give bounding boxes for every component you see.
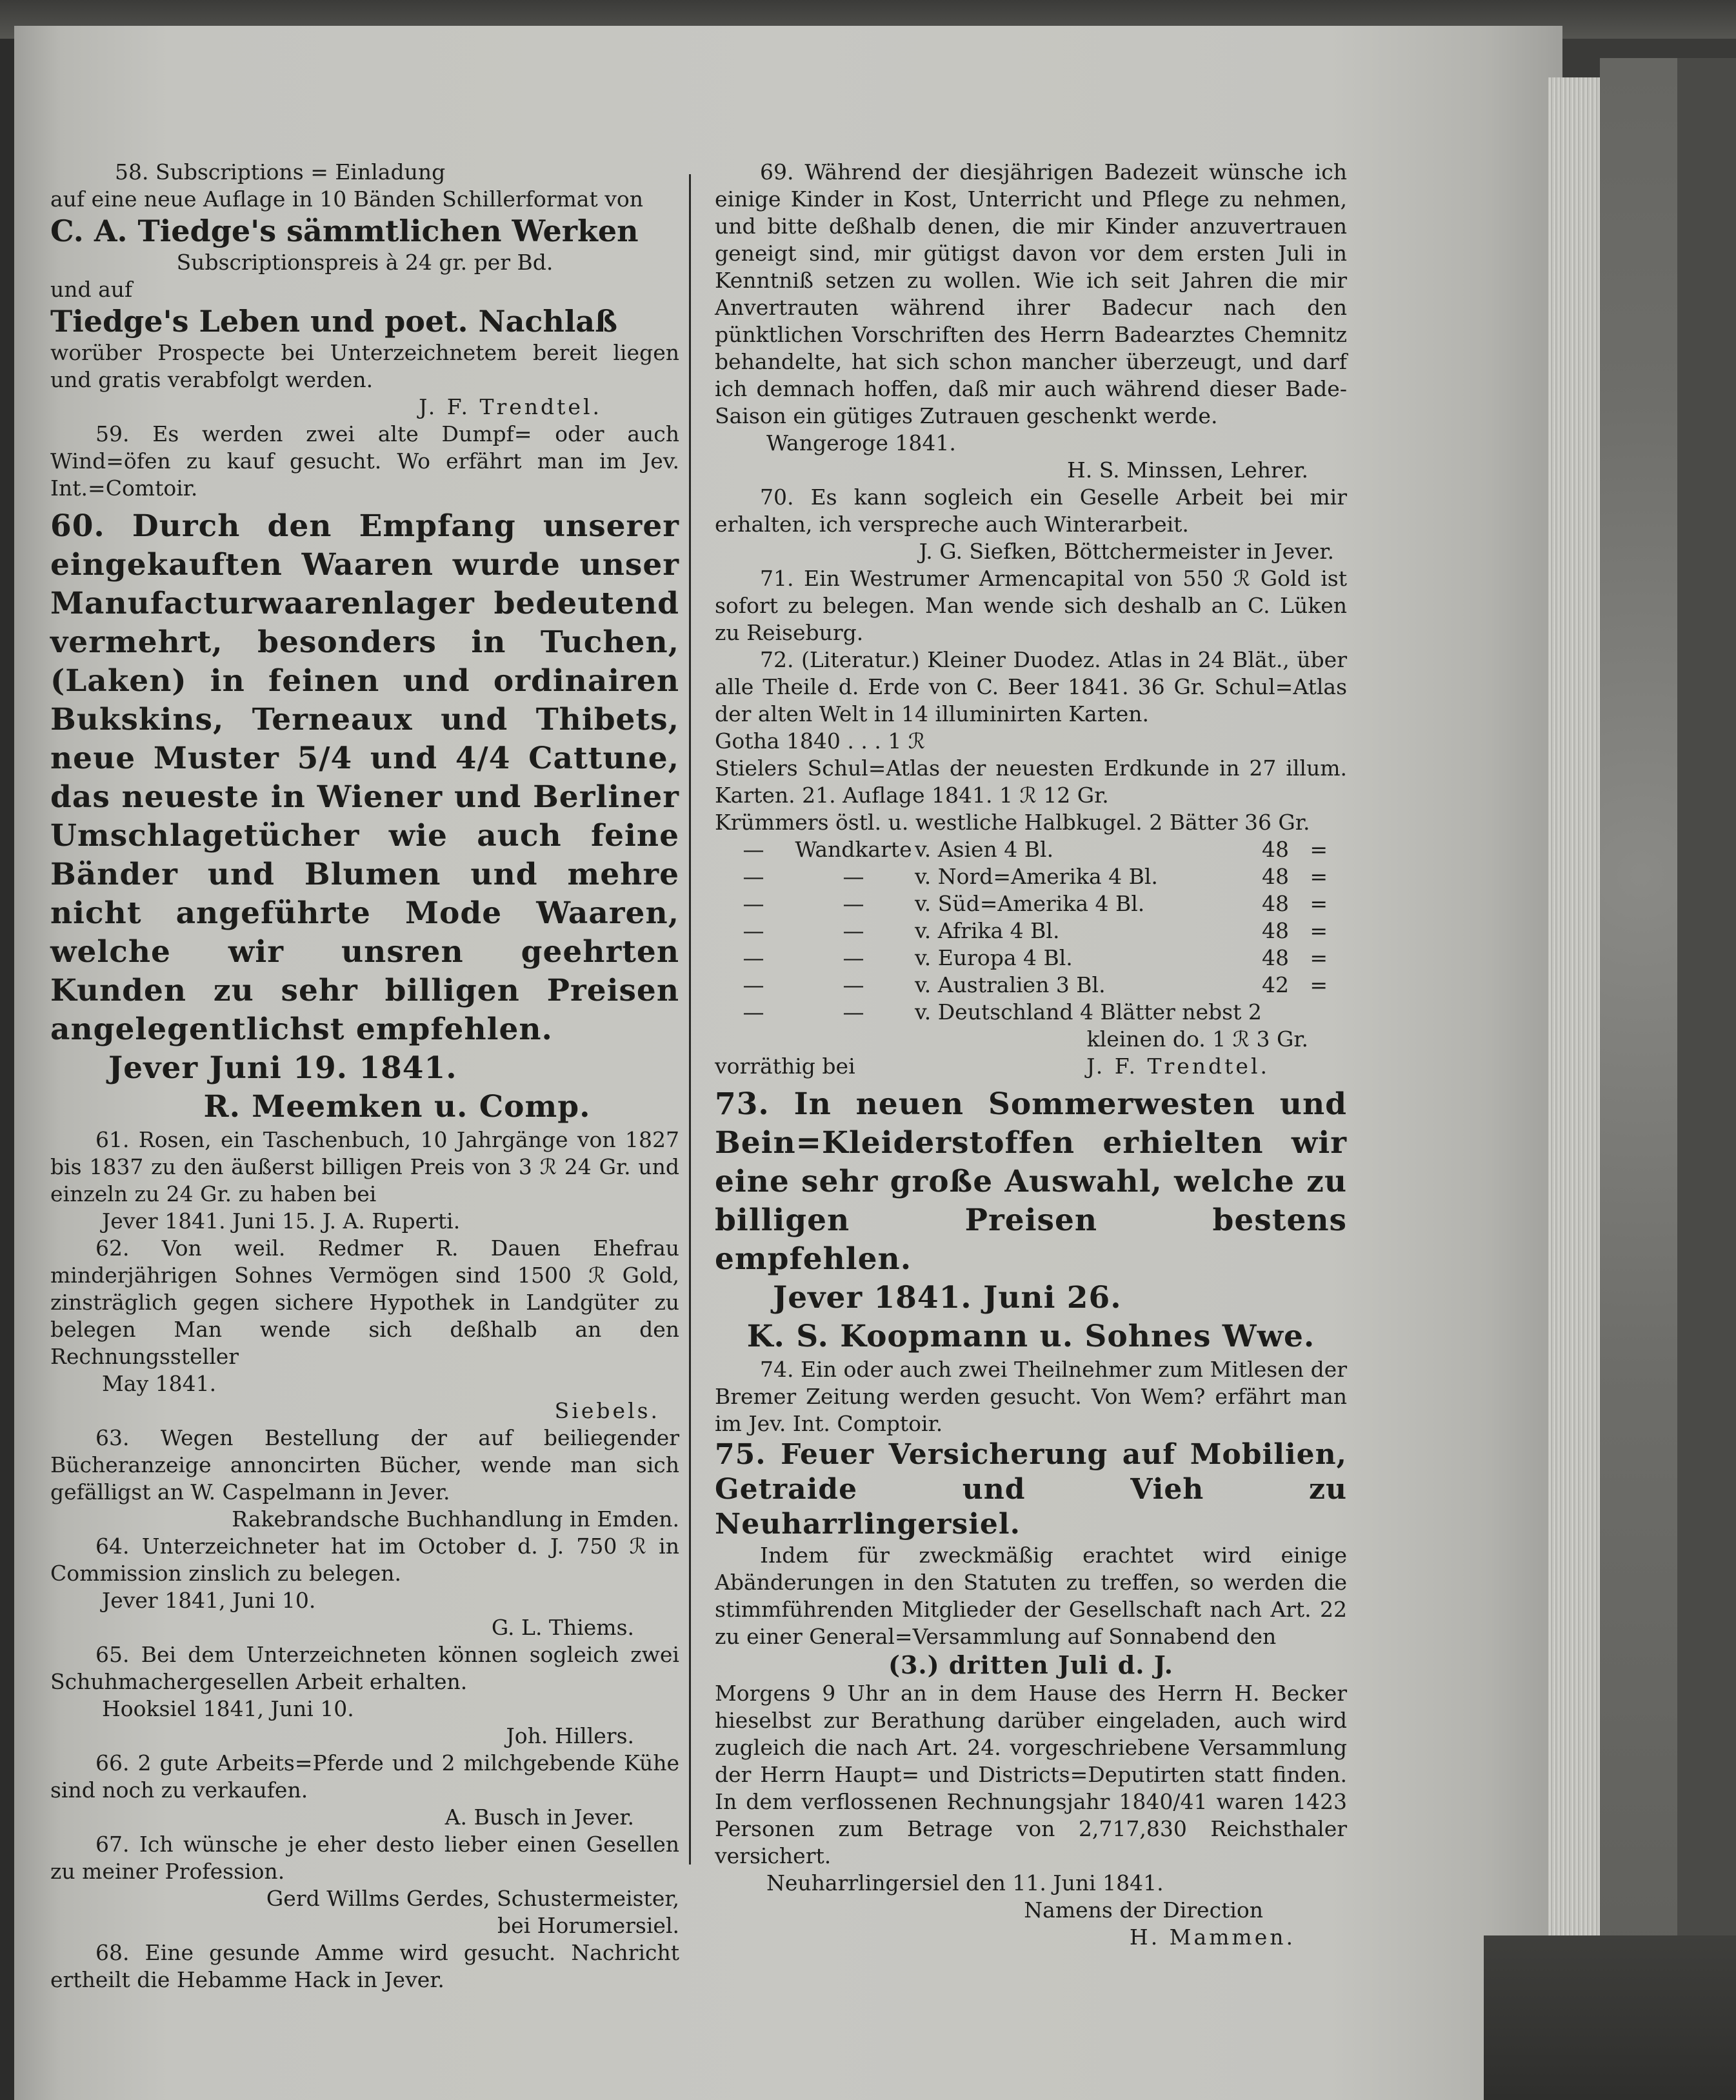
atlas-price: 48 (1262, 837, 1289, 862)
notice-66-text: 66. 2 gute Arbeits=Pferde und 2 milchgebende Kühe sind noch zu verkaufen. (50, 1750, 679, 1803)
atlas-unit: = (1310, 891, 1328, 916)
notice-62-text: 62. Von weil. Redmer R. Dauen Ehefrau minderjährigen Sohnes Vermögen sind 1500 ℛ Gold, zinsträglich gegen sichere Hypothek in Landgüter zu belegen Man wende sich deßhalb an den Rechnungssteller (50, 1235, 679, 1369)
atlas-unit (1289, 999, 1328, 1026)
notice-73-text: 73. In neuen Sommerwesten und Bein=Kleiderstoffen erhielten wir eine sehr große Auswahl, welche zu billigen Preisen bestens empfehlen. (715, 1086, 1347, 1277)
atlas-row (715, 999, 1347, 1026)
atlas-price: 42 (1262, 972, 1289, 997)
atlas-label: v. Europa 4 Bl. (915, 945, 1073, 970)
atlas-unit: = (1310, 972, 1328, 997)
atlas-row (715, 945, 1347, 972)
notice-59-text: 59. Es werden zwei alte Dumpf= oder auch Wind=öfen zu kauf gesucht. Wo erfährt man im Jev. Int.=Comtoir. (50, 421, 679, 501)
notice-58-line: auf eine neue Auflage in 10 Bänden Schillerformat von (50, 186, 643, 212)
notice-71-text: 71. Ein Westrumer Armencapital von 550 ℛ Gold ist sofort zu belegen. Man wende sich deshalb an C. Lüken zu Reiseburg. (715, 566, 1347, 645)
atlas-row (715, 972, 1347, 999)
atlas-price: 48 (1262, 945, 1289, 970)
notice-65-text: 65. Bei dem Unterzeichneten können sogleich zwei Schuhmachergesellen Arbeit erhalten. (50, 1642, 679, 1694)
notice-75-text2: Morgens 9 Uhr an in dem Hause des Herrn H. Becker hieselbst zur Berathung darüber eingeladen, auch wird zugleich die nach Art. 24. vorgeschriebene Versammlung der Herrn Haupt= und Districts=Deputirten statt finden. In dem verflossenen Rechnungsjahr 1840/41 waren 1423 Personen zum Betrage von 2,717,830 Reichsthaler versichert. (715, 1681, 1347, 1868)
atlas-unit: = (1310, 864, 1328, 889)
notice-64-text: 64. Unterzeichneter hat im October d. J. 750 ℛ in Commission zinslich zu belegen. (50, 1534, 679, 1586)
column-divider (689, 174, 691, 1865)
notice-67-signature: Gerd Willms Gerdes, Schustermeister, (266, 1886, 679, 1911)
atlas-ditto-2: — (843, 999, 864, 1025)
notice-75-text1: Indem für zweckmäßig erachtet wird einige Abänderungen in den Statuten zu treffen, so werden die stimmführenden Mitglieder der Gesellschaft nach Art. 22 zu einer General=Versammlung auf Sonnabend den (715, 1543, 1347, 1649)
left-column (50, 159, 679, 1994)
notice-72-stieler: Stielers Schul=Atlas der neuesten Erdkunde in 27 illum. Karten. 21. Auflage 1841. 1 ℛ 12 Gr. (715, 755, 1347, 808)
notice-73-signature: K. S. Koopmann u. Sohnes Wwe. (746, 1319, 1315, 1354)
atlas-ditto-2: — (843, 864, 864, 889)
notice-60-text: 60. Durch den Empfang unserer eingekauften Waaren wurde unser Manufacturwaarenlager bedeutend vermehrt, besonders in Tuchen, (Laken) in feinen und ordinairen Bukskins, Terneaux und Thibets, neue Muster 5/4 und 4/4 Cattune, das neueste in Wiener und Berliner Umschlagetücher wie auch feine Bänder und Blumen und mehre nicht angeführte Mode Waaren, welche wir unsren geehrten Kunden zu sehr billigen Preisen angelegentlichst empfehlen. (50, 508, 679, 1047)
notice-63-text: 63. Wegen Bestellung der auf beiliegender Bücheranzeige annoncirten Bücher, wende man sich gefälligst an W. Caspelmann in Jever. (50, 1425, 679, 1505)
notice-67-text: 67. Ich wünsche je eher desto lieber einen Gesellen zu meiner Profession. (50, 1832, 679, 1884)
notice-61-text: 61. Rosen, ein Taschenbuch, 10 Jahrgänge von 1827 bis 1837 zu den äußerst billigen Preis von 3 ℛ 24 Gr. und einzeln zu 24 Gr. zu haben bei (50, 1127, 679, 1206)
notice-65-signature: Joh. Hillers. (506, 1723, 634, 1748)
notice-72-gotha: Gotha 1840 . . . 1 ℛ (715, 728, 926, 754)
atlas-unit: = (1310, 918, 1328, 943)
atlas-price: 48 (1262, 891, 1289, 916)
atlas-label: v. Deutschland 4 Blätter nebst 2 (915, 999, 1262, 1025)
atlas-ditto-2: Wandkarte (795, 837, 912, 862)
notice-58-price: Subscriptionspreis à 24 gr. per Bd. (176, 250, 554, 275)
notice-63-signature: Rakebrandsche Buchhandlung in Emden. (232, 1506, 679, 1532)
notice-69-date: Wangeroge 1841. (766, 430, 956, 455)
notice-69-text: 69. Während der diesjährigen Badezeit wünsche ich einige Kinder in Kost, Unterricht und Pflege zu nehmen, und bitte deßhalb denen, die mir Kinder anzuvertrauen geneigt sind, mir gütigst davon vor dem ersten Juli in Kenntniß setzen zu wollen. Wie ich seit Jahren die mir Anvertrauten während ihrer Badecur nach den pünktlichen Vorschriften des Herrn Badearztes Chemnitz behandelte, hat sich schon mancher überzeugt, und darf ich demnach hoffen, daß mir auch während dieser Bade-Saison ein gütiges Zutrauen geschenkt werde. (715, 159, 1347, 428)
atlas-price (1218, 999, 1289, 1026)
atlas-label: v. Asien 4 Bl. (915, 837, 1054, 862)
atlas-price: 48 (1262, 864, 1289, 889)
atlas-ditto-1: — (743, 945, 764, 970)
notice-73-date: Jever 1841. Juni 26. (773, 1280, 1122, 1315)
notice-75-signature-1: Namens der Direction (1024, 1897, 1263, 1923)
atlas-ditto-2: — (843, 918, 864, 943)
notice-64-date: Jever 1841, Juni 10. (102, 1588, 316, 1613)
notice-72-sign-left: vorräthig bei (715, 1054, 855, 1079)
notice-62-signature: Siebels. (554, 1398, 660, 1423)
atlas-label: v. Afrika 4 Bl. (915, 918, 1060, 943)
notice-70-text: 70. Es kann sogleich ein Geselle Arbeit bei mir erhalten, ich verspreche auch Winterarbeit. (715, 485, 1347, 537)
notice-75-date: (3.) dritten Juli d. J. (888, 1650, 1174, 1679)
notice-69-signature: H. S. Minssen, Lehrer. (1066, 457, 1308, 483)
book-cover-edge (1677, 58, 1736, 2100)
notice-72-signature: J. F. Trendtel. (1086, 1054, 1270, 1079)
notice-67-signature-place: bei Horumersiel. (497, 1913, 679, 1938)
atlas-price: 48 (1262, 918, 1289, 943)
notice-65-date: Hooksiel 1841, Juni 10. (102, 1696, 354, 1721)
atlas-label: v. Süd=Amerika 4 Bl. (915, 891, 1145, 916)
atlas-ditto-2: — (843, 891, 864, 916)
notice-72-sign-row (715, 1053, 1347, 1080)
notice-61-signature: Jever 1841. Juni 15. J. A. Ruperti. (102, 1208, 461, 1234)
notice-74-text: 74. Ein oder auch zwei Theilnehmer zum Mitlesen der Bremer Zeitung werden gesucht. Von Wem? erfährt man im Jev. Int. Comptoir. (715, 1357, 1347, 1436)
right-column (715, 159, 1347, 1951)
atlas-label: v. Australien 3 Bl. (915, 972, 1106, 997)
notice-64-signature: G. L. Thiems. (491, 1615, 634, 1640)
atlas-row (715, 917, 1347, 945)
atlas-label: v. Nord=Amerika 4 Bl. (915, 864, 1158, 889)
notice-72-text: 72. (Literatur.) Kleiner Duodez. Atlas in 24 Blät., über alle Theile d. Erde von C. Beer 1841. 36 Gr. Schul=Atlas der alten Welt in 14 illuminirten Karten. (715, 647, 1347, 726)
atlas-ditto-1: — (743, 891, 764, 916)
notice-75-signature-2: H. Mammen. (1129, 1925, 1295, 1950)
atlas-row (715, 863, 1347, 890)
shadow-corner (1484, 1935, 1736, 2100)
atlas-price-list (715, 836, 1347, 1026)
notice-58-heading: 58. Subscriptions = Einladung (115, 159, 446, 185)
notice-62-date: May 1841. (102, 1371, 217, 1396)
notice-58-title: C. A. Tiedge's sämmtlichen Werken (50, 214, 639, 248)
notice-72-kleinen: kleinen do. 1 ℛ 3 Gr. (1086, 1026, 1308, 1052)
atlas-row (715, 890, 1347, 917)
page-edges (1548, 77, 1606, 1942)
atlas-ditto-1: — (743, 837, 764, 862)
atlas-row (715, 836, 1347, 863)
atlas-ditto-1: — (743, 918, 764, 943)
notice-72-kruemmer: Krümmers östl. u. westliche Halbkugel. 2 Bätter 36 Gr. (715, 810, 1310, 835)
atlas-unit: = (1310, 837, 1328, 862)
atlas-ditto-1: — (743, 972, 764, 997)
notice-60-signature: R. Meemken u. Comp. (203, 1089, 591, 1125)
notice-58-title2: Tiedge's Leben und poet. Nachlaß (50, 304, 618, 339)
atlas-unit: = (1310, 945, 1328, 970)
notice-58-text: worüber Prospecte bei Unterzeichnetem bereit liegen und gratis verabfolgt werden. (50, 340, 679, 392)
atlas-ditto-2: — (843, 945, 864, 970)
notice-66-signature: A. Busch in Jever. (444, 1805, 634, 1830)
atlas-ditto-1: — (743, 864, 764, 889)
notice-70-signature: J. G. Siefken, Böttchermeister in Jever. (919, 539, 1334, 564)
notice-68-text: 68. Eine gesunde Amme wird gesucht. Nachricht ertheilt die Hebamme Hack in Jever. (50, 1940, 679, 1992)
notice-75-title: 75. Feuer Versicherung auf Mobilien, Getraide und Vieh zu Neuharrlingersiel. (715, 1438, 1347, 1541)
notice-58-und: und auf (50, 277, 133, 302)
notice-60-date: Jever Juni 19. 1841. (108, 1050, 457, 1086)
notice-58-signature: J. F. Trendtel. (419, 394, 602, 419)
atlas-ditto-1: — (743, 999, 764, 1025)
atlas-ditto-2: — (843, 972, 864, 997)
notice-75-place: Neuharrlingersiel den 11. Juni 1841. (766, 1870, 1164, 1895)
